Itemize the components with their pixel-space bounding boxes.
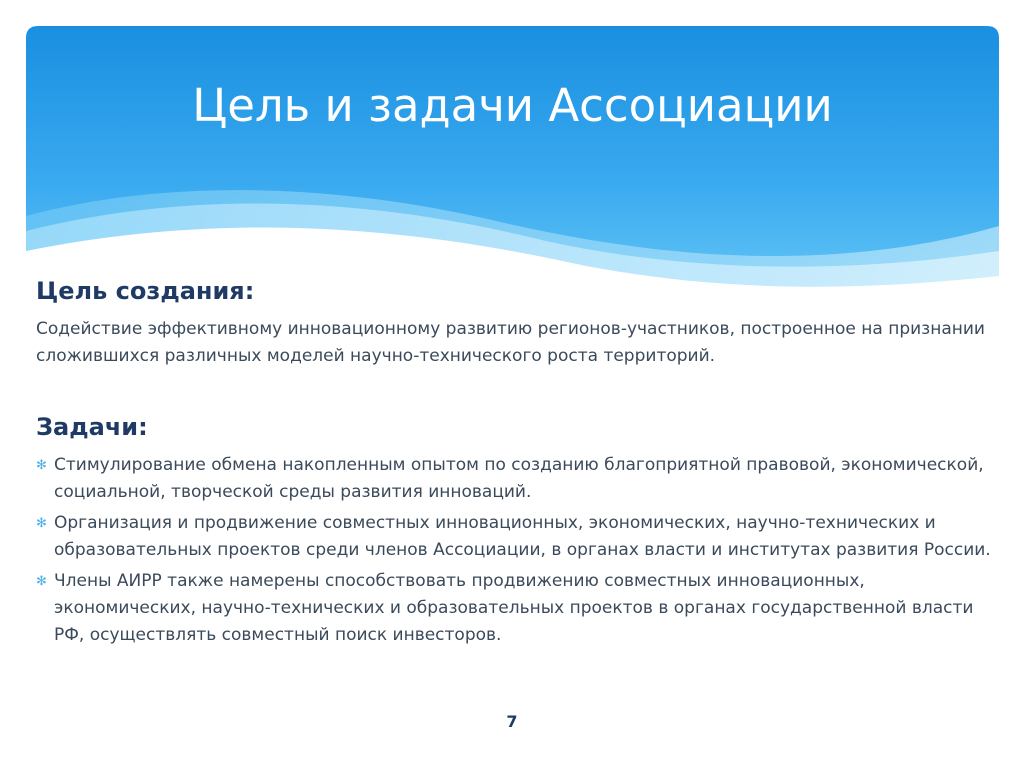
goal-heading: Цель создания: [36,277,255,305]
task-item [36,452,996,506]
slide-content [36,274,996,653]
task-item [36,510,996,564]
snowflake-bullet-icon: ✻ [36,574,47,589]
task-text: Стимулирование обмена накопленным опытом по созданию благоприятной правовой, экономической, социальной, творческой среды развития инноваций. [54,455,984,502]
title-banner [26,26,999,290]
task-text: Организация и продвижение совместных инновационных, экономических, научно-технических и образовательных проектов среди членов Ассоциации, в органах власти и институтах развития России. [54,513,991,560]
wave-banner-graphic [26,26,999,290]
goal-text: Содействие эффективному инновационному развитию регионов-участников, построенное на признании сложившихся различных моделей научно-технического роста территорий. [36,319,985,366]
tasks-list [36,452,996,649]
task-text: Члены АИРР также намерены способствовать продвижению совместных инновационных, экономических, научно-технических и образовательных проектов в органах государственной власти РФ, осуществлять совместный поиск инвесторов. [54,571,974,645]
page-number: 7 [506,712,518,731]
tasks-heading: Задачи: [36,413,148,441]
snowflake-bullet-icon: ✻ [36,516,47,531]
snowflake-bullet-icon: ✻ [36,458,47,473]
slide-title: Цель и задачи Ассоциации [192,79,833,132]
task-item [36,568,996,649]
